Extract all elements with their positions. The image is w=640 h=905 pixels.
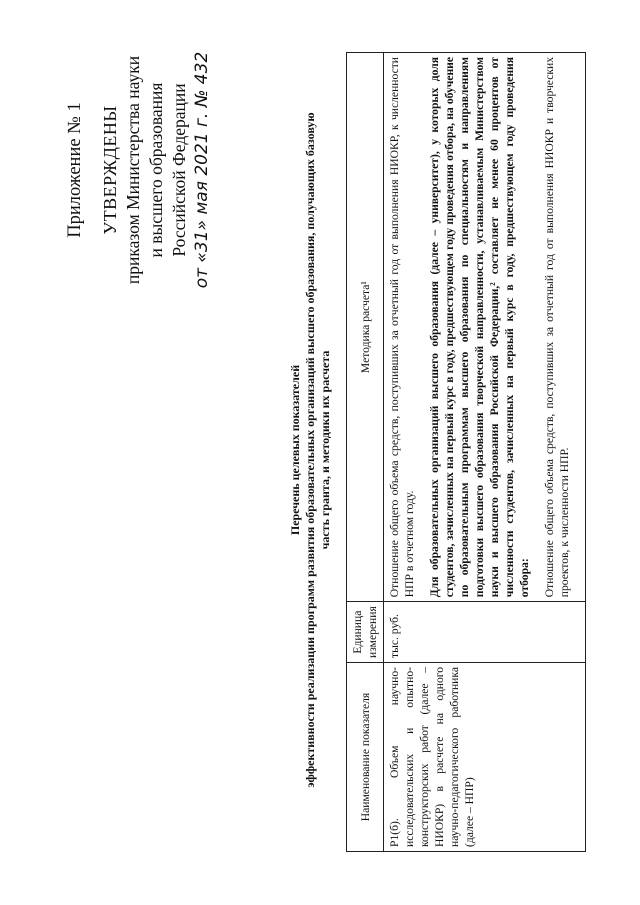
- order-date-number: от «31» мая 2021 г. № 432: [192, 51, 212, 289]
- table-row: [384, 53, 586, 852]
- rotated-document: [50, 30, 630, 870]
- approval-line-ministry: приказом Министерства науки: [123, 55, 143, 285]
- annex-label: Приложение № 1: [65, 102, 85, 238]
- approved-label: УТВЕРЖДЕНЫ: [100, 105, 120, 235]
- header-indicator-name: Наименование показателя: [347, 663, 384, 852]
- approval-line-country: Российской Федерации: [169, 83, 189, 257]
- indicator-unit-cell: тыс. руб.: [384, 602, 586, 663]
- document-title: [288, 50, 333, 850]
- header-unit: Единица измерения: [347, 602, 384, 663]
- title-line-2: эффективности реализации программ развития образовательных организаций высшего образования, получающих базовую: [303, 112, 317, 788]
- indicators-table: [346, 52, 586, 852]
- title-line-3: часть гранта, и методики их расчета: [318, 350, 332, 550]
- title-line-1: Перечень целевых показателей: [288, 364, 302, 536]
- table-header-row: [347, 53, 384, 852]
- approval-block: [64, 45, 214, 295]
- method-paragraph-1: Отношение общего объема средств, поступивших за отчетный год от выполнения НИОКР, к численности НПР в отчетном году.: [388, 57, 416, 598]
- approval-line-education: и высшего образования: [146, 82, 166, 258]
- indicator-method-cell: [384, 53, 586, 602]
- header-method: Методика расчета¹: [347, 53, 384, 602]
- indicator-name-cell: P1(б). Объем научно-исследовательских и опытно-конструкторских работ (далее – НИОКР) в расчете на одного научно-педагогического работника (далее – НПР): [384, 663, 586, 852]
- method-paragraph-3: Отношение общего объема средств, поступивших за отчетный год от выполнения НИОКР и творческих проектов, к численности НПР.: [543, 57, 571, 598]
- method-paragraph-2: Для образовательных организаций высшего образования (далее – университет), у которых доля студентов, зачисленных на первый курс в году, предшествующем году проведения отбора, на обучение по образовательным программам высшего образования по специальностям и направлениям подготовки высшего образования творческой направленности, устанавливаемым Министерством науки и высшего образования Российской Федерации,² составляет не менее 60 процентов от численности студентов, зачисленных на первый курс в году, предшествующем году проведения отбора:: [428, 57, 531, 598]
